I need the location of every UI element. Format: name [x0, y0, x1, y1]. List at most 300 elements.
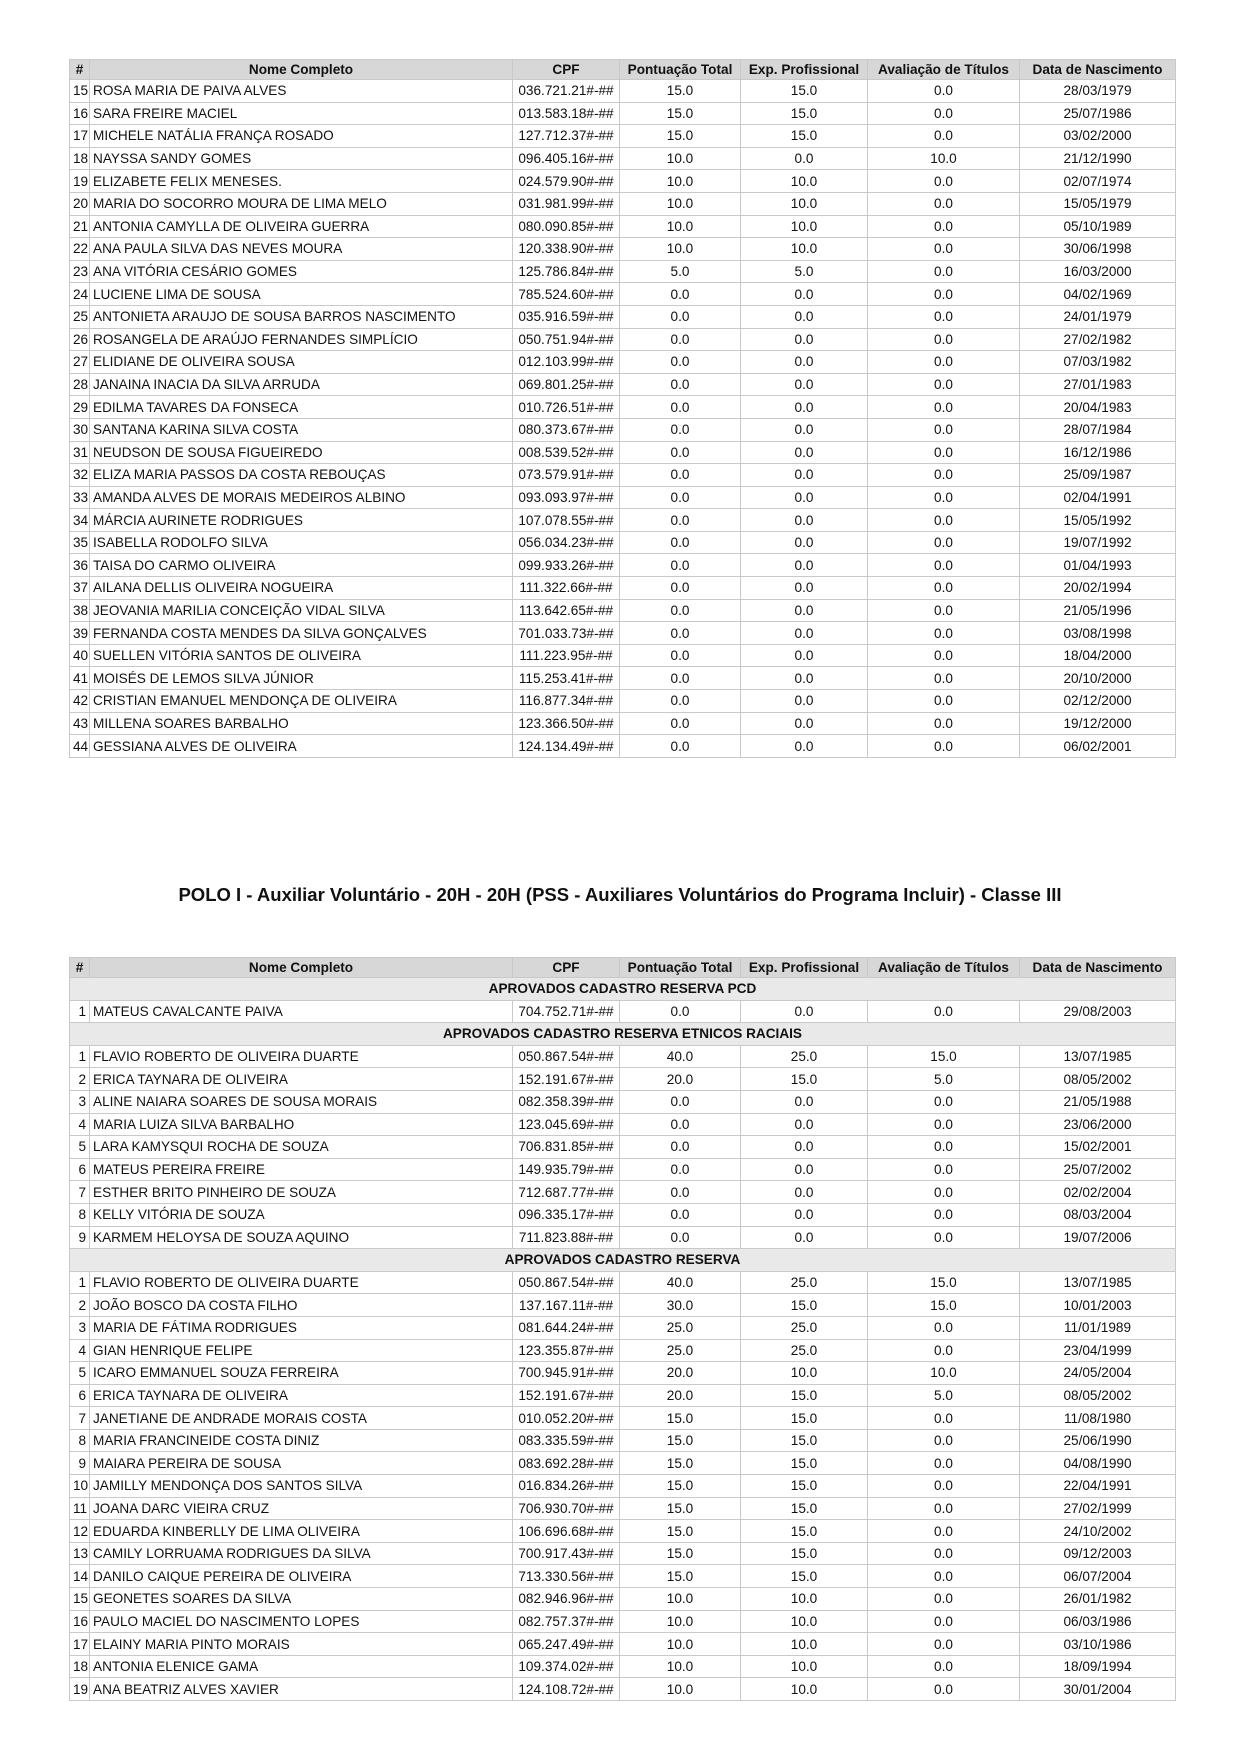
birth-date-cell: 18/04/2000 [1020, 644, 1176, 667]
row-number-cell: 16 [70, 1610, 90, 1633]
table-header [70, 958, 1176, 978]
total-score-cell: 15.0 [620, 1475, 741, 1498]
birth-date-cell: 23/06/2000 [1020, 1113, 1176, 1136]
total-score-cell: 10.0 [620, 1655, 741, 1678]
professional-experience-cell: 0.0 [741, 1181, 868, 1204]
birth-date-cell: 07/03/1982 [1020, 351, 1176, 374]
professional-experience-cell: 10.0 [741, 1655, 868, 1678]
row-number-cell: 28 [70, 373, 90, 396]
birth-date-cell: 19/12/2000 [1020, 712, 1176, 735]
row-number-cell: 40 [70, 644, 90, 667]
column-header: Exp. Profissional [741, 60, 868, 80]
row-number-cell: 1 [70, 1000, 90, 1023]
total-score-cell: 15.0 [620, 125, 741, 148]
total-score-cell: 40.0 [620, 1045, 741, 1068]
title-evaluation-cell: 0.0 [868, 1407, 1020, 1430]
title-evaluation-cell: 10.0 [868, 1362, 1020, 1385]
full-name-cell: GESSIANA ALVES DE OLIVEIRA [90, 735, 513, 758]
row-number-cell: 18 [70, 147, 90, 170]
results-table-2 [69, 957, 1176, 1701]
birth-date-cell: 15/05/1979 [1020, 192, 1176, 215]
column-header: Pontuação Total [620, 958, 741, 978]
birth-date-cell: 06/02/2001 [1020, 735, 1176, 758]
professional-experience-cell: 10.0 [741, 215, 868, 238]
row-number-cell: 9 [70, 1226, 90, 1249]
row-number-cell: 33 [70, 486, 90, 509]
table-row [70, 1045, 1176, 1068]
full-name-cell: ISABELLA RODOLFO SILVA [90, 531, 513, 554]
birth-date-cell: 23/04/1999 [1020, 1339, 1176, 1362]
professional-experience-cell: 0.0 [741, 283, 868, 306]
professional-experience-cell: 0.0 [741, 396, 868, 419]
professional-experience-cell: 0.0 [741, 577, 868, 600]
birth-date-cell: 09/12/2003 [1020, 1542, 1176, 1565]
total-score-cell: 20.0 [620, 1362, 741, 1385]
row-number-cell: 15 [70, 1588, 90, 1611]
table-row [70, 1520, 1176, 1543]
cpf-cell: 096.405.16#-## [513, 147, 620, 170]
row-number-cell: 25 [70, 305, 90, 328]
birth-date-cell: 28/07/1984 [1020, 418, 1176, 441]
row-number-cell: 24 [70, 283, 90, 306]
professional-experience-cell: 15.0 [741, 125, 868, 148]
title-evaluation-cell: 0.0 [868, 554, 1020, 577]
table-row [70, 305, 1176, 328]
birth-date-cell: 06/07/2004 [1020, 1565, 1176, 1588]
full-name-cell: MARIA DO SOCORRO MOURA DE LIMA MELO [90, 192, 513, 215]
full-name-cell: MÁRCIA AURINETE RODRIGUES [90, 509, 513, 532]
full-name-cell: MAIARA PEREIRA DE SOUSA [90, 1452, 513, 1475]
full-name-cell: JOANA DARC VIEIRA CRUZ [90, 1497, 513, 1520]
total-score-cell: 40.0 [620, 1271, 741, 1294]
title-evaluation-cell: 15.0 [868, 1294, 1020, 1317]
full-name-cell: ANTONIA CAMYLLA DE OLIVEIRA GUERRA [90, 215, 513, 238]
group-header-row [70, 978, 1176, 1001]
title-evaluation-cell: 0.0 [868, 577, 1020, 600]
row-number-cell: 11 [70, 1497, 90, 1520]
full-name-cell: ELAINY MARIA PINTO MORAIS [90, 1633, 513, 1656]
cpf-cell: 016.834.26#-## [513, 1475, 620, 1498]
row-number-cell: 8 [70, 1203, 90, 1226]
full-name-cell: FLAVIO ROBERTO DE OLIVEIRA DUARTE [90, 1045, 513, 1068]
professional-experience-cell: 0.0 [741, 441, 868, 464]
total-score-cell: 0.0 [620, 735, 741, 758]
full-name-cell: CRISTIAN EMANUEL MENDONÇA DE OLIVEIRA [90, 690, 513, 713]
birth-date-cell: 22/04/1991 [1020, 1475, 1176, 1498]
total-score-cell: 0.0 [620, 396, 741, 419]
full-name-cell: MATEUS CAVALCANTE PAIVA [90, 1000, 513, 1023]
birth-date-cell: 06/03/1986 [1020, 1610, 1176, 1633]
professional-experience-cell: 0.0 [741, 712, 868, 735]
cpf-cell: 152.191.67#-## [513, 1384, 620, 1407]
column-header: Avaliação de Títulos [868, 60, 1020, 80]
title-evaluation-cell: 0.0 [868, 1203, 1020, 1226]
total-score-cell: 25.0 [620, 1316, 741, 1339]
birth-date-cell: 25/07/1986 [1020, 102, 1176, 125]
total-score-cell: 15.0 [620, 1497, 741, 1520]
row-number-cell: 4 [70, 1339, 90, 1362]
title-evaluation-cell: 0.0 [868, 1678, 1020, 1701]
table-row [70, 1113, 1176, 1136]
full-name-cell: MARIA DE FÁTIMA RODRIGUES [90, 1316, 513, 1339]
cpf-cell: 711.823.88#-## [513, 1226, 620, 1249]
total-score-cell: 0.0 [620, 622, 741, 645]
professional-experience-cell: 0.0 [741, 351, 868, 374]
total-score-cell: 0.0 [620, 1226, 741, 1249]
professional-experience-cell: 15.0 [741, 80, 868, 103]
title-evaluation-cell: 0.0 [868, 712, 1020, 735]
cpf-cell: 123.355.87#-## [513, 1339, 620, 1362]
column-header: Avaliação de Títulos [868, 958, 1020, 978]
column-header: # [70, 958, 90, 978]
title-evaluation-cell: 0.0 [868, 1181, 1020, 1204]
total-score-cell: 0.0 [620, 1090, 741, 1113]
row-number-cell: 8 [70, 1429, 90, 1452]
title-evaluation-cell: 0.0 [868, 622, 1020, 645]
title-evaluation-cell: 0.0 [868, 305, 1020, 328]
table-row [70, 1203, 1176, 1226]
row-number-cell: 29 [70, 396, 90, 419]
birth-date-cell: 08/05/2002 [1020, 1384, 1176, 1407]
birth-date-cell: 24/05/2004 [1020, 1362, 1176, 1385]
table-row [70, 1429, 1176, 1452]
column-header: CPF [513, 60, 620, 80]
cpf-cell: 050.867.54#-## [513, 1271, 620, 1294]
professional-experience-cell: 25.0 [741, 1045, 868, 1068]
birth-date-cell: 27/01/1983 [1020, 373, 1176, 396]
professional-experience-cell: 15.0 [741, 1384, 868, 1407]
professional-experience-cell: 0.0 [741, 418, 868, 441]
row-number-cell: 35 [70, 531, 90, 554]
row-number-cell: 4 [70, 1113, 90, 1136]
table-row [70, 1226, 1176, 1249]
title-evaluation-cell: 5.0 [868, 1068, 1020, 1091]
total-score-cell: 0.0 [620, 373, 741, 396]
row-number-cell: 2 [70, 1294, 90, 1317]
cpf-cell: 123.366.50#-## [513, 712, 620, 735]
full-name-cell: ELIZA MARIA PASSOS DA COSTA REBOUÇAS [90, 464, 513, 487]
total-score-cell: 10.0 [620, 1633, 741, 1656]
cpf-cell: 124.108.72#-## [513, 1678, 620, 1701]
birth-date-cell: 26/01/1982 [1020, 1588, 1176, 1611]
group-header-row [70, 1249, 1176, 1272]
title-evaluation-cell: 0.0 [868, 509, 1020, 532]
cpf-cell: 050.867.54#-## [513, 1045, 620, 1068]
total-score-cell: 0.0 [620, 486, 741, 509]
full-name-cell: ERICA TAYNARA DE OLIVEIRA [90, 1068, 513, 1091]
table-row [70, 1181, 1176, 1204]
birth-date-cell: 16/12/1986 [1020, 441, 1176, 464]
cpf-cell: 069.801.25#-## [513, 373, 620, 396]
birth-date-cell: 15/02/2001 [1020, 1136, 1176, 1159]
total-score-cell: 10.0 [620, 1610, 741, 1633]
birth-date-cell: 18/09/1994 [1020, 1655, 1176, 1678]
professional-experience-cell: 0.0 [741, 667, 868, 690]
total-score-cell: 10.0 [620, 1678, 741, 1701]
professional-experience-cell: 0.0 [741, 531, 868, 554]
full-name-cell: NEUDSON DE SOUSA FIGUEIREDO [90, 441, 513, 464]
birth-date-cell: 01/04/1993 [1020, 554, 1176, 577]
table-row [70, 464, 1176, 487]
row-number-cell: 3 [70, 1316, 90, 1339]
full-name-cell: DANILO CAIQUE PEREIRA DE OLIVEIRA [90, 1565, 513, 1588]
full-name-cell: KARMEM HELOYSA DE SOUZA AQUINO [90, 1226, 513, 1249]
full-name-cell: GIAN HENRIQUE FELIPE [90, 1339, 513, 1362]
table-row [70, 1384, 1176, 1407]
total-score-cell: 10.0 [620, 170, 741, 193]
cpf-cell: 010.726.51#-## [513, 396, 620, 419]
section-title: POLO I - Auxiliar Voluntário - 20H - 20H (PSS - Auxiliares Voluntários do Programa Incluir) - Classe III [178, 884, 1062, 905]
birth-date-cell: 27/02/1999 [1020, 1497, 1176, 1520]
column-header: # [70, 60, 90, 80]
table-row [70, 1294, 1176, 1317]
professional-experience-cell: 15.0 [741, 1068, 868, 1091]
column-header: Data de Nascimento [1020, 60, 1176, 80]
birth-date-cell: 10/01/2003 [1020, 1294, 1176, 1317]
full-name-cell: KELLY VITÓRIA DE SOUZA [90, 1203, 513, 1226]
birth-date-cell: 08/05/2002 [1020, 1068, 1176, 1091]
professional-experience-cell: 25.0 [741, 1271, 868, 1294]
title-evaluation-cell: 0.0 [868, 1000, 1020, 1023]
row-number-cell: 14 [70, 1565, 90, 1588]
table-row [70, 554, 1176, 577]
group-label: APROVADOS CADASTRO RESERVA [70, 1249, 1176, 1272]
row-number-cell: 22 [70, 238, 90, 261]
birth-date-cell: 16/03/2000 [1020, 260, 1176, 283]
birth-date-cell: 02/04/1991 [1020, 486, 1176, 509]
table-row [70, 531, 1176, 554]
total-score-cell: 15.0 [620, 1542, 741, 1565]
birth-date-cell: 15/05/1992 [1020, 509, 1176, 532]
total-score-cell: 15.0 [620, 102, 741, 125]
professional-experience-cell: 15.0 [741, 102, 868, 125]
professional-experience-cell: 0.0 [741, 328, 868, 351]
title-evaluation-cell: 10.0 [868, 147, 1020, 170]
professional-experience-cell: 0.0 [741, 464, 868, 487]
title-evaluation-cell: 0.0 [868, 351, 1020, 374]
birth-date-cell: 29/08/2003 [1020, 1000, 1176, 1023]
birth-date-cell: 24/10/2002 [1020, 1520, 1176, 1543]
birth-date-cell: 13/07/1985 [1020, 1271, 1176, 1294]
total-score-cell: 10.0 [620, 147, 741, 170]
full-name-cell: JANAINA INACIA DA SILVA ARRUDA [90, 373, 513, 396]
birth-date-cell: 13/07/1985 [1020, 1045, 1176, 1068]
cpf-cell: 706.831.85#-## [513, 1136, 620, 1159]
title-evaluation-cell: 15.0 [868, 1045, 1020, 1068]
full-name-cell: ROSANGELA DE ARAÚJO FERNANDES SIMPLÍCIO [90, 328, 513, 351]
row-number-cell: 32 [70, 464, 90, 487]
professional-experience-cell: 0.0 [741, 373, 868, 396]
cpf-cell: 124.134.49#-## [513, 735, 620, 758]
title-evaluation-cell: 15.0 [868, 1271, 1020, 1294]
birth-date-cell: 28/03/1979 [1020, 80, 1176, 103]
professional-experience-cell: 25.0 [741, 1316, 868, 1339]
total-score-cell: 15.0 [620, 1407, 741, 1430]
cpf-cell: 050.751.94#-## [513, 328, 620, 351]
table-row [70, 80, 1176, 103]
table-row [70, 1610, 1176, 1633]
title-evaluation-cell: 0.0 [868, 1633, 1020, 1656]
birth-date-cell: 25/07/2002 [1020, 1158, 1176, 1181]
professional-experience-cell: 10.0 [741, 1610, 868, 1633]
full-name-cell: EDILMA TAVARES DA FONSECA [90, 396, 513, 419]
cpf-cell: 099.933.26#-## [513, 554, 620, 577]
row-number-cell: 41 [70, 667, 90, 690]
table-row [70, 170, 1176, 193]
row-number-cell: 2 [70, 1068, 90, 1091]
total-score-cell: 0.0 [620, 1113, 741, 1136]
table-row [70, 396, 1176, 419]
cpf-cell: 083.692.28#-## [513, 1452, 620, 1475]
full-name-cell: ALINE NAIARA SOARES DE SOUSA MORAIS [90, 1090, 513, 1113]
full-name-cell: PAULO MACIEL DO NASCIMENTO LOPES [90, 1610, 513, 1633]
table-row [70, 147, 1176, 170]
cpf-cell: 013.583.18#-## [513, 102, 620, 125]
cpf-cell: 073.579.91#-## [513, 464, 620, 487]
table-row [70, 441, 1176, 464]
birth-date-cell: 11/08/1980 [1020, 1407, 1176, 1430]
total-score-cell: 15.0 [620, 1520, 741, 1543]
professional-experience-cell: 10.0 [741, 1633, 868, 1656]
full-name-cell: ERICA TAYNARA DE OLIVEIRA [90, 1384, 513, 1407]
total-score-cell: 0.0 [620, 577, 741, 600]
table-row [70, 1565, 1176, 1588]
professional-experience-cell: 10.0 [741, 192, 868, 215]
birth-date-cell: 02/02/2004 [1020, 1181, 1176, 1204]
title-evaluation-cell: 0.0 [868, 1610, 1020, 1633]
row-number-cell: 42 [70, 690, 90, 713]
total-score-cell: 10.0 [620, 1588, 741, 1611]
column-header: CPF [513, 958, 620, 978]
title-evaluation-cell: 0.0 [868, 418, 1020, 441]
title-evaluation-cell: 0.0 [868, 283, 1020, 306]
table-row [70, 351, 1176, 374]
birth-date-cell: 20/04/1983 [1020, 396, 1176, 419]
professional-experience-cell: 0.0 [741, 1226, 868, 1249]
birth-date-cell: 25/06/1990 [1020, 1429, 1176, 1452]
total-score-cell: 0.0 [620, 1000, 741, 1023]
row-number-cell: 23 [70, 260, 90, 283]
row-number-cell: 31 [70, 441, 90, 464]
professional-experience-cell: 5.0 [741, 260, 868, 283]
row-number-cell: 6 [70, 1384, 90, 1407]
cpf-cell: 785.524.60#-## [513, 283, 620, 306]
table-row [70, 125, 1176, 148]
cpf-cell: 080.090.85#-## [513, 215, 620, 238]
cpf-cell: 109.374.02#-## [513, 1655, 620, 1678]
group-label: APROVADOS CADASTRO RESERVA ETNICOS RACIAIS [70, 1023, 1176, 1046]
title-evaluation-cell: 0.0 [868, 1136, 1020, 1159]
table-row [70, 735, 1176, 758]
table-row [70, 418, 1176, 441]
row-number-cell: 30 [70, 418, 90, 441]
row-number-cell: 39 [70, 622, 90, 645]
row-number-cell: 1 [70, 1045, 90, 1068]
professional-experience-cell: 0.0 [741, 1090, 868, 1113]
birth-date-cell: 03/02/2000 [1020, 125, 1176, 148]
row-number-cell: 34 [70, 509, 90, 532]
full-name-cell: JAMILLY MENDONÇA DOS SANTOS SILVA [90, 1475, 513, 1498]
row-number-cell: 44 [70, 735, 90, 758]
title-evaluation-cell: 0.0 [868, 238, 1020, 261]
table-row [70, 509, 1176, 532]
professional-experience-cell: 0.0 [741, 690, 868, 713]
table-row [70, 1158, 1176, 1181]
table-row [70, 1655, 1176, 1678]
row-number-cell: 20 [70, 192, 90, 215]
professional-experience-cell: 0.0 [741, 644, 868, 667]
table-row [70, 192, 1176, 215]
total-score-cell: 0.0 [620, 1158, 741, 1181]
full-name-cell: SANTANA KARINA SILVA COSTA [90, 418, 513, 441]
title-evaluation-cell: 0.0 [868, 1475, 1020, 1498]
total-score-cell: 0.0 [620, 1136, 741, 1159]
row-number-cell: 12 [70, 1520, 90, 1543]
total-score-cell: 15.0 [620, 1429, 741, 1452]
row-number-cell: 17 [70, 125, 90, 148]
row-number-cell: 5 [70, 1362, 90, 1385]
row-number-cell: 6 [70, 1158, 90, 1181]
professional-experience-cell: 10.0 [741, 170, 868, 193]
birth-date-cell: 20/10/2000 [1020, 667, 1176, 690]
table-row [70, 1497, 1176, 1520]
title-evaluation-cell: 0.0 [868, 599, 1020, 622]
professional-experience-cell: 0.0 [741, 486, 868, 509]
birth-date-cell: 30/01/2004 [1020, 1678, 1176, 1701]
title-evaluation-cell: 0.0 [868, 1158, 1020, 1181]
cpf-cell: 106.696.68#-## [513, 1520, 620, 1543]
full-name-cell: NAYSSA SANDY GOMES [90, 147, 513, 170]
total-score-cell: 0.0 [620, 351, 741, 374]
cpf-cell: 031.981.99#-## [513, 192, 620, 215]
title-evaluation-cell: 0.0 [868, 667, 1020, 690]
title-evaluation-cell: 0.0 [868, 328, 1020, 351]
cpf-cell: 713.330.56#-## [513, 1565, 620, 1588]
row-number-cell: 13 [70, 1542, 90, 1565]
full-name-cell: ELIZABETE FELIX MENESES. [90, 170, 513, 193]
full-name-cell: ROSA MARIA DE PAIVA ALVES [90, 80, 513, 103]
title-evaluation-cell: 0.0 [868, 1452, 1020, 1475]
professional-experience-cell: 0.0 [741, 735, 868, 758]
row-number-cell: 19 [70, 170, 90, 193]
cpf-cell: 036.721.21#-## [513, 80, 620, 103]
full-name-cell: JANETIANE DE ANDRADE MORAIS COSTA [90, 1407, 513, 1430]
total-score-cell: 0.0 [620, 305, 741, 328]
title-evaluation-cell: 0.0 [868, 1655, 1020, 1678]
title-evaluation-cell: 0.0 [868, 486, 1020, 509]
column-header: Data de Nascimento [1020, 958, 1176, 978]
cpf-cell: 035.916.59#-## [513, 305, 620, 328]
birth-date-cell: 02/12/2000 [1020, 690, 1176, 713]
table-row [70, 373, 1176, 396]
full-name-cell: LARA KAMYSQUI ROCHA DE SOUZA [90, 1136, 513, 1159]
cpf-cell: 008.539.52#-## [513, 441, 620, 464]
table-row [70, 1271, 1176, 1294]
row-number-cell: 15 [70, 80, 90, 103]
title-evaluation-cell: 0.0 [868, 260, 1020, 283]
title-evaluation-cell: 0.0 [868, 1565, 1020, 1588]
cpf-cell: 712.687.77#-## [513, 1181, 620, 1204]
birth-date-cell: 24/01/1979 [1020, 305, 1176, 328]
group-label: APROVADOS CADASTRO RESERVA PCD [70, 978, 1176, 1001]
professional-experience-cell: 0.0 [741, 599, 868, 622]
row-number-cell: 1 [70, 1271, 90, 1294]
full-name-cell: TAISA DO CARMO OLIVEIRA [90, 554, 513, 577]
table-row [70, 1316, 1176, 1339]
total-score-cell: 0.0 [620, 644, 741, 667]
full-name-cell: FERNANDA COSTA MENDES DA SILVA GONÇALVES [90, 622, 513, 645]
birth-date-cell: 19/07/2006 [1020, 1226, 1176, 1249]
